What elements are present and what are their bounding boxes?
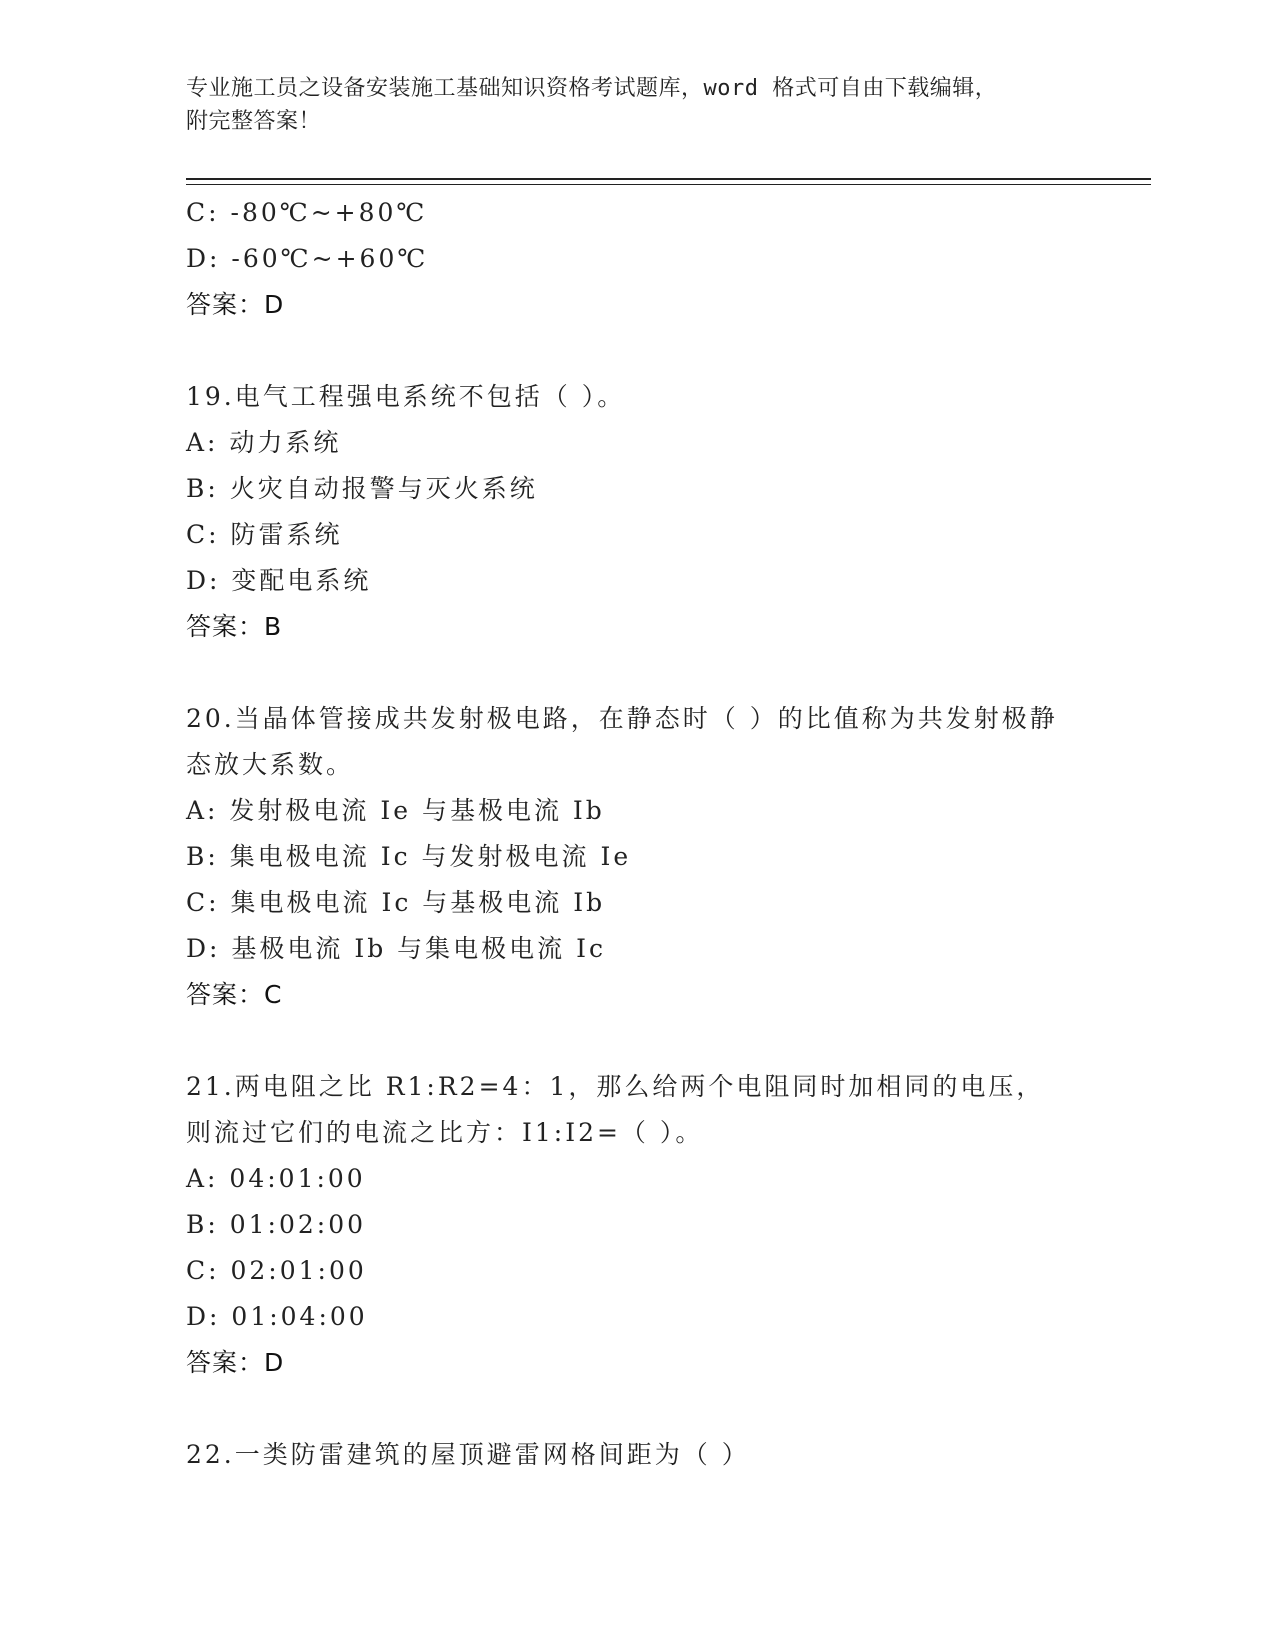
option-b: B: 01:02:00 [186,1210,367,1239]
answer-line: 答案：D [186,290,285,319]
option-c: C: 防雷系统 [186,520,343,549]
header-title-line-2: 附完整答案！ [186,109,322,134]
option-c: C: 02:01:00 [186,1256,367,1285]
question-19 [186,374,1086,650]
question-20 [186,696,1086,1018]
question-22 [186,1432,1086,1478]
option-d: D: 变配电系统 [186,566,372,595]
option-a: A: 动力系统 [186,428,342,457]
spacer [186,1386,1086,1432]
question-text: 19.电气工程强电系统不包括（ ）。 [186,382,626,411]
question-carryover [186,190,1086,328]
document-header [186,72,1086,138]
option-b: B: 火灾自动报警与灭火系统 [186,474,538,503]
option-a: A: 发射极电流 Ie 与基极电流 Ib [186,796,605,825]
option-d: D: -60℃~+60℃ [186,244,429,273]
option-d: D: 01:04:00 [186,1302,368,1331]
option-d: D: 基极电流 Ib 与集电极电流 Ic [186,934,607,963]
header-title-line-1: 专业施工员之设备安装施工基础知识资格考试题库，word 格式可自由下载编辑， [186,76,998,101]
question-list [186,190,1086,1478]
option-b: B: 集电极电流 Ic 与发射极电流 Ie [186,842,632,871]
question-text: 20.当晶体管接成共发射极电路，在静态时（ ）的比值称为共发射极静态放大系数。 [186,704,1058,779]
spacer [186,1018,1086,1064]
answer-line: 答案：D [186,1348,285,1377]
answer-line: 答案：B [186,612,283,641]
header-rule-thick [186,178,1151,180]
question-text: 22.一类防雷建筑的屋顶避雷网格间距为（ ） [186,1440,750,1469]
header-rule-thin [186,184,1151,185]
option-c: C: -80℃~+80℃ [186,198,428,227]
option-c: C: 集电极电流 Ic 与基极电流 Ib [186,888,606,917]
option-a: A: 04:01:00 [186,1164,366,1193]
question-21 [186,1064,1086,1386]
answer-line: 答案：C [186,980,283,1009]
spacer [186,328,1086,374]
question-text: 21.两电阻之比 R1:R2=4：1，那么给两个电阻同时加相同的电压，则流过它们的电流之比方：I1:I2=（ ）。 [186,1072,1045,1147]
spacer [186,650,1086,696]
